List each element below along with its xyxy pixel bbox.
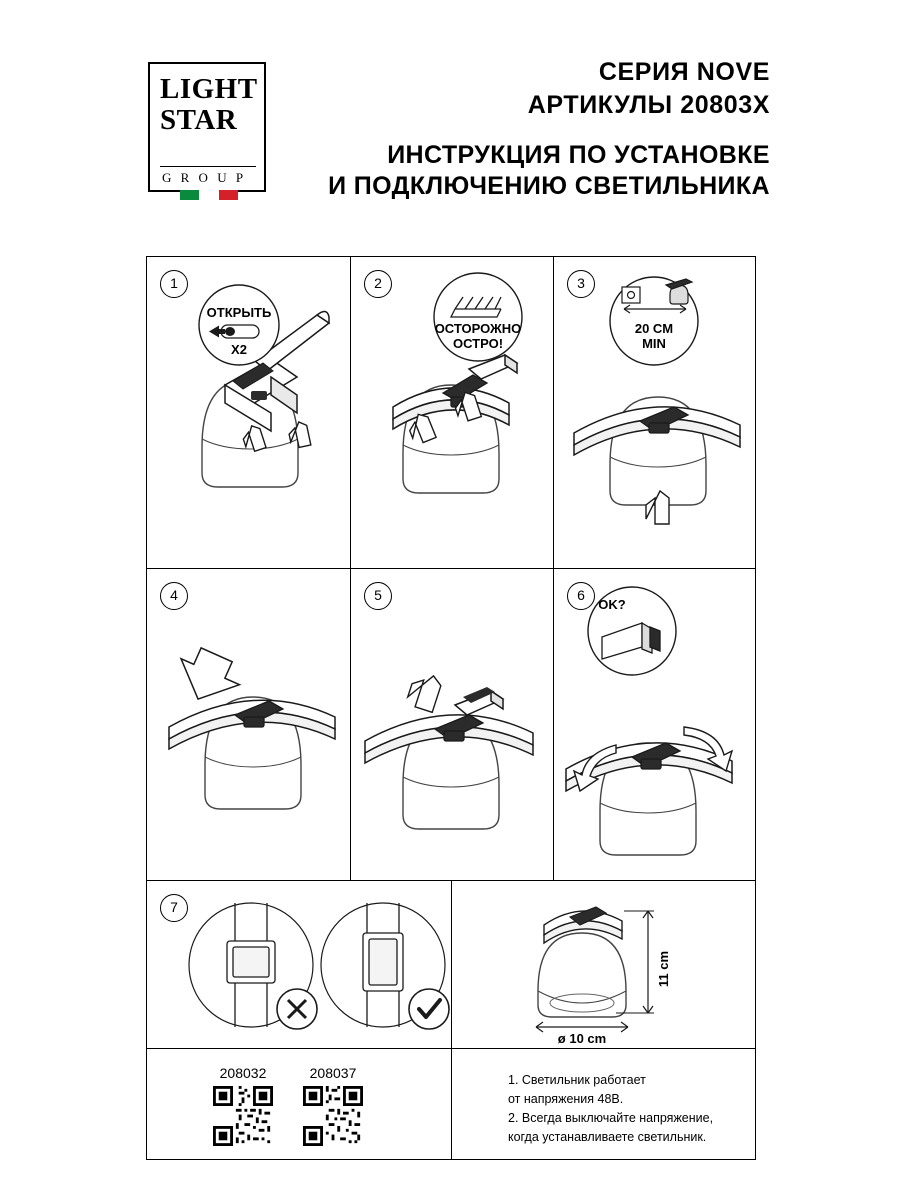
article-label: АРТИКУЛЫ 20803X <box>527 91 770 119</box>
dimensions-cell <box>452 881 755 1049</box>
step-cell-5 <box>351 569 554 881</box>
step-number-3: 3 <box>567 270 595 298</box>
document-title-line-1: ИНСТРУКЦИЯ ПО УСТАНОВКЕ <box>387 141 770 169</box>
qr-codes-cell <box>147 1049 452 1159</box>
step-6-illustration <box>554 569 755 881</box>
flag-red-stripe <box>219 190 238 200</box>
instruction-grid <box>146 256 756 1160</box>
step-cell-7 <box>147 881 452 1049</box>
step-1-bubble-line-1: ОТКРЫТЬ <box>206 305 272 320</box>
notes-cell <box>452 1049 755 1159</box>
flag-green-stripe <box>180 190 199 200</box>
step-number-4: 4 <box>160 582 188 610</box>
dimensions-illustration <box>452 881 755 1049</box>
diameter-dimension-label: ø 10 cm <box>557 1031 607 1046</box>
step-cell-1 <box>147 257 351 569</box>
brand-logo <box>148 62 266 192</box>
step-cell-2 <box>351 257 554 569</box>
note-line-1: 1. Светильник работает <box>508 1073 646 1087</box>
logo-line-1: LIGHT <box>160 73 258 105</box>
step-6-bubble-line-1: OK? <box>598 597 626 612</box>
document-title <box>328 140 770 202</box>
step-3-bubble-line-1: 20 CM <box>634 321 674 336</box>
step-2-bubble-line-1: ОСТОРОЖНО <box>434 321 522 336</box>
qr-item <box>213 1065 273 1151</box>
logo-wordmark <box>160 74 258 136</box>
logo-divider <box>160 166 256 167</box>
step-2-bubble-line-2: ОСТРО! <box>452 336 504 351</box>
flag-white-stripe <box>199 190 218 200</box>
qr-code-icon <box>303 1086 363 1146</box>
step-number-5: 5 <box>364 582 392 610</box>
document-header <box>0 0 902 240</box>
step-number-7: 7 <box>160 894 188 922</box>
step-cell-4 <box>147 569 351 881</box>
qr-code-icon <box>213 1086 273 1146</box>
qr-code-list <box>213 1065 363 1151</box>
step-number-2: 2 <box>364 270 392 298</box>
note-line-2: от напряжения 48В. <box>508 1092 624 1106</box>
step-1-illustration <box>147 257 351 569</box>
italy-flag-icon <box>180 190 238 200</box>
step-5-illustration <box>351 569 554 881</box>
safety-notes <box>508 1071 713 1147</box>
qr-label: 208032 <box>219 1065 267 1081</box>
logo-line-2: STAR <box>160 104 238 136</box>
header-text-block <box>328 56 770 202</box>
step-3-bubble-line-2: MIN <box>642 336 666 351</box>
step-3-illustration <box>554 257 755 569</box>
series-label: СЕРИЯ NOVE <box>598 58 770 86</box>
step-2-illustration <box>351 257 554 569</box>
step-cell-6 <box>554 569 755 881</box>
step-number-6: 6 <box>567 582 595 610</box>
note-line-3: 2. Всегда выключайте напряжение, <box>508 1111 714 1125</box>
step-1-bubble-line-2: X2 <box>231 342 247 357</box>
qr-item <box>303 1065 363 1151</box>
height-dimension-label: 11 cm <box>656 950 671 988</box>
note-line-4: когда устанавливаете светильник. <box>508 1130 707 1144</box>
document-title-line-2: И ПОДКЛЮЧЕНИЮ СВЕТИЛЬНИКА <box>328 172 770 200</box>
step-7-illustration <box>147 881 452 1049</box>
step-number-1: 1 <box>160 270 188 298</box>
step-cell-3 <box>554 257 755 569</box>
logo-group-text: G R O U P <box>162 170 247 185</box>
step-4-illustration <box>147 569 351 881</box>
qr-label: 208037 <box>309 1065 357 1081</box>
